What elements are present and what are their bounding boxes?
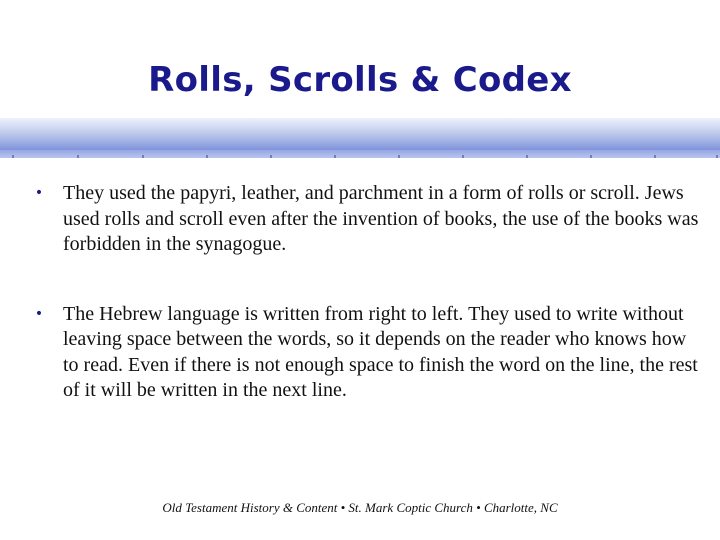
bullet-list (30, 181, 700, 404)
bullet-item (30, 181, 700, 258)
divider-tick (12, 155, 14, 158)
divider-tick (334, 155, 336, 158)
divider-tick (270, 155, 272, 158)
bullet-text: They used the papyri, leather, and parchment in a form of rolls or scroll. Jews used rolls and scroll even after the invention of books, the use of the books was forbidden in the synagogue. (63, 182, 699, 255)
divider-tick (526, 155, 528, 158)
divider-tick (590, 155, 592, 158)
divider-tick (462, 155, 464, 158)
divider-tick (654, 155, 656, 158)
bullet-text: The Hebrew language is written from right to left. They used to write without leaving space between the words, so it depends on the reader who knows how to read. Even if there is not enough space to finish the word on the line, the rest of it will be written in the next line. (63, 302, 698, 401)
slide-footer: Old Testament History & Content • St. Mark Coptic Church • Charlotte, NC (162, 500, 558, 515)
bullet-icon: • (34, 185, 44, 201)
slide-title: Rolls, Scrolls & Codex (148, 60, 572, 100)
title-divider-shadow (0, 150, 720, 158)
divider-tick (716, 155, 718, 158)
divider-tick (77, 155, 79, 158)
divider-tick (206, 155, 208, 158)
bullet-icon: • (34, 305, 44, 322)
divider-tick (398, 155, 400, 158)
divider-tick (142, 155, 144, 158)
bullet-item (30, 302, 700, 404)
